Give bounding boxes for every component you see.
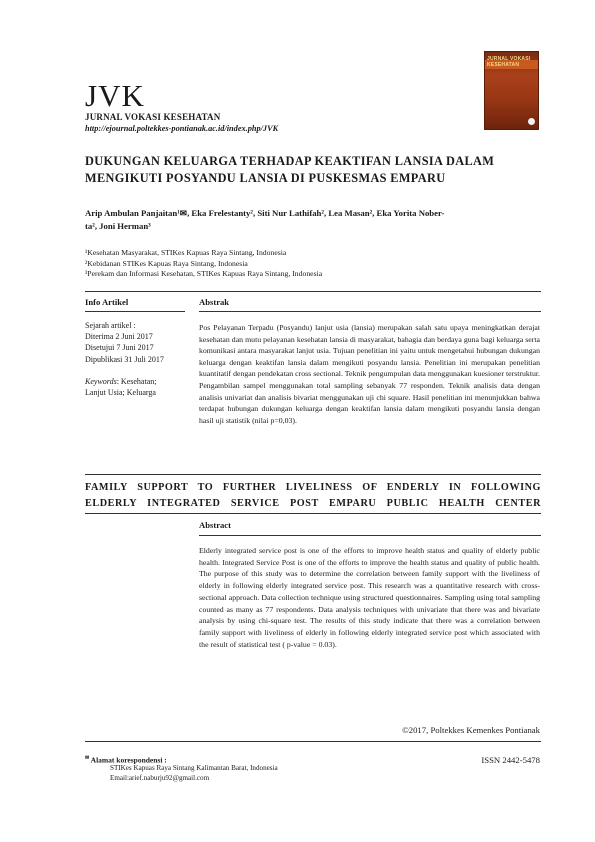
abstrak-heading: Abstrak <box>199 297 230 307</box>
english-title <box>85 480 541 511</box>
journal-cover-image <box>485 52 538 129</box>
affiliations <box>85 248 545 280</box>
english-title-line-2: ELDERLY INTEGRATED SERVICE POST EMPARU PUBLIC HEALTH CENTER <box>85 497 541 509</box>
abstrak-body: Pos Pelayanan Terpadu (Posyandu) lanjut usia (lansia) merupakan salah satu upaya meningkatkan derajat kesehatan dan mutu pelayanan kesehatan lansia di masyarakat, bahagia dan berdaya guna bagi keluarga serta komunikasi antara masyarakat lanjut usia. Tujuan penelitian ini yaitu untuk mengetahui hubungan dukungan keluarga dengan keaktifan lansia dalam mengikuti posyandu lansia. Penelitian ini merupakan penelitian kuantitatif dengan pendekatan cross sectional. Teknik pengumpulan data menggunakan kuesioner terstruktur. Pengambilan sampel menggunakan total sampling sebanyak 77 responden. Teknik analisis data dengan analisis univariat dan analisis bivariat menggunakan uji chi square. Hasil penelitian ini menunjukkan bahwa terdapat hubungan dukungan keluarga dengan keaktifan lansia dalam mengikuti posyandu lansia dengan hasil uji statistik (nilai p=0,03). <box>199 323 540 425</box>
english-title-line-1: FAMILY SUPPORT TO FURTHER LIVELINESS OF ENDERLY IN FOLLOWING <box>85 482 541 493</box>
english-title-rule-bottom <box>85 513 541 514</box>
affiliation-2: ²Kebidanan STIKes Kapuas Raya Sintang, Indonesia <box>85 258 248 268</box>
journal-name: JURNAL VOKASI KESEHATAN <box>85 112 221 122</box>
affiliation-1: ¹Kesehatan Masyarakat, STIKes Kapuas Raya Sintang, Indonesia <box>85 248 287 257</box>
top-rule <box>85 291 541 292</box>
issn: ISSN 2442-5478 <box>481 755 540 765</box>
keywords-label: Keywords <box>85 376 117 386</box>
keywords-line-2: Lanjut Usia; Keluarga <box>85 388 156 398</box>
english-title-rule-top <box>85 474 541 475</box>
abstract-body: Elderly integrated service post is one of the efforts to improve health status and quality of elderly public health. Integrated Service Post is one of the efforts to improve the health status and quality of public health. The purpose of this study was to determine the correlation between family support with the liveliness of elderly in following elderly integrated service post. This research was a quantitative research with cross-sectional approach. Data collection technique using structured questionnaires. Sampling using total sampling counted as many as 77 respondents. Data analysis techniques with univariate that there was and bivariate analysis by using chi-square test. The results of this study indicate that there was a correlation between family support with liveliness of elderly in following elderly integrated service post which associated with the result of statistical test ( p-value = 0.03). <box>199 546 540 649</box>
info-rule <box>85 311 185 312</box>
correspondence-address: STIKes Kapuas Raya Sintang Kalimantan Barat, Indonesia <box>110 764 278 772</box>
affiliation-3: ³Perekam dan Informasi Kesehatan, STIKes Kapuas Raya Sintang, Indonesia <box>85 269 323 278</box>
correspondence-label-text: Alamat korespondensi : <box>90 755 167 765</box>
accepted-date: Disetujui 7 Juni 2017 <box>85 343 154 353</box>
published-date: Dipublikasi 31 Juli 2017 <box>85 354 164 364</box>
article-title-line-2: MENGIKUTI POSYANDU LANSIA DI PUSKESMAS EMPARU <box>85 171 446 185</box>
author-list <box>85 207 545 232</box>
info-heading: Info Artikel <box>85 297 129 307</box>
journal-abbreviation: JVK <box>85 78 145 113</box>
envelope-icon: ✉ <box>85 756 90 761</box>
article-title <box>85 153 545 187</box>
article-info <box>85 320 185 398</box>
keywords-first: : Kesehatan; <box>116 376 157 386</box>
cover-emblem-icon <box>528 118 535 125</box>
cover-logo: JURNAL VOKASI KESEHATAN <box>487 56 531 68</box>
author-line-1: Arip Ambulan Panjaitan¹✉, Eka Frelestanty², Siti Nur Lathifah², Lea Masan², Eka Yorita Nober- <box>85 208 445 218</box>
journal-url[interactable]: http://ejournal.poltekkes-pontianak.ac.id/index.php/JVK <box>85 124 279 133</box>
correspondence-details <box>110 763 278 783</box>
abstrak-rule <box>199 311 541 312</box>
history-label: Sejarah artikel : <box>85 321 136 330</box>
author-line-2: ta², Joni Herman³ <box>85 220 151 231</box>
keywords-line-1 <box>85 376 185 387</box>
info-gap <box>85 365 185 376</box>
abstract-heading: Abstract <box>199 520 231 530</box>
article-title-line-1: DUKUNGAN KELUARGA TERHADAP KEAKTIFAN LANSIA DALAM <box>85 154 495 168</box>
correspondence-email[interactable]: Email:arief.naburju92@gmail.com <box>110 774 210 782</box>
copyright-notice: ©2017, Poltekkes Kemenkes Pontianak <box>402 725 540 735</box>
footer-rule <box>85 741 541 742</box>
abstract-rule <box>199 535 541 536</box>
received-date: Diterima 2 Juni 2017 <box>85 332 153 342</box>
